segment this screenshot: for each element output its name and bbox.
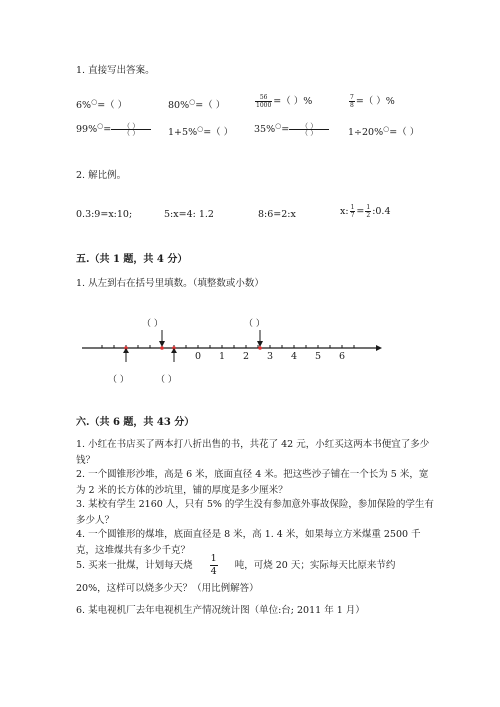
section-6-question-1: 1. 小红在书店买了两本打八折出售的书，共花了 42 元，小红买这两本书便宜了多少钱？ bbox=[76, 439, 430, 466]
tick-label-1: 1 bbox=[219, 351, 226, 362]
section-5-heading: 五.（共 1 题，共 4 分） bbox=[76, 254, 188, 265]
axis-arrow bbox=[376, 345, 382, 351]
down-arrows bbox=[123, 348, 177, 362]
expr-6-percent: 6%○=（ ） bbox=[76, 97, 128, 111]
tick-label-4: 4 bbox=[291, 351, 298, 362]
section-6-question-2: 2. 一个圆锥形沙堆，高是 6 米，底面直径 4 米。把这些沙子铺在一个长为 5 米，宽为 2 米的长方体的沙坑里，铺的厚度是多少厘米？ bbox=[76, 469, 429, 496]
ratio-3: 8:6=2:x bbox=[258, 209, 296, 220]
tick-label-2: 2 bbox=[243, 351, 250, 362]
expr-35-percent: 35%○= （ ） （ ） bbox=[254, 122, 329, 136]
tick-label-0: 0 bbox=[195, 351, 202, 362]
fraction-blank: （ ） （ ） bbox=[289, 123, 329, 136]
fraction: $\frac{1}{4}$ bbox=[210, 553, 217, 577]
blank-top-left: （ ） bbox=[142, 319, 163, 329]
question-1-title: 1. 直接写出答案。 bbox=[76, 65, 155, 76]
ratio-4: x: $\frac{1}{7}$ = $\frac{1}{2}$ :0.4 bbox=[340, 204, 391, 219]
fraction: $\frac{56}{1000}$ bbox=[256, 94, 272, 109]
ratio-1: 0.3:9=x:10; bbox=[76, 209, 133, 220]
fraction: $\frac{7}{8}$ bbox=[350, 94, 354, 109]
tick-label-6: 6 bbox=[339, 351, 346, 362]
fraction: $\frac{1}{7}$ bbox=[350, 204, 355, 219]
up-arrows bbox=[159, 330, 263, 347]
blank-bottom-right: （ ） bbox=[156, 375, 177, 385]
section-6-question-5: 5. 买来一批煤，计划每天烧 $\frac{1}{4}$ 吨，可烧 20 天；实际每天比原来节约 bbox=[76, 553, 396, 577]
section-6-question-3: 3. 某校有学生 2160 人，只有 5% 的学生没有参加意外事故保险，参加保险的学生有多少人？ bbox=[76, 499, 434, 526]
tick-label-5: 5 bbox=[315, 351, 322, 362]
fraction-blank: （ ） （ ） bbox=[111, 123, 151, 136]
section-6-heading: 六.（共 6 题，共 43 分） bbox=[76, 417, 195, 428]
section-6-question-4: 4. 一个圆锥形的煤堆，底面直径是 8 米，高 1. 4 米，如果每立方米煤重 2500 千克，这堆煤共有多少千克？ bbox=[76, 529, 421, 556]
expr-80-percent: 80%○=（ ） bbox=[168, 97, 226, 111]
blank-top-right: （ ） bbox=[244, 319, 265, 329]
expr-99-percent: 99%○= （ ） （ ） bbox=[76, 122, 151, 136]
section-5-question-1: 1. 从左到右在括号里填数。（填整数或小数） bbox=[76, 278, 264, 289]
expr-56-1000: $\frac{56}{1000}$ =（ ）% bbox=[256, 94, 313, 109]
expr-7-8: $\frac{7}{8}$ =（ ）% bbox=[350, 94, 395, 109]
fraction: $\frac{1}{2}$ bbox=[366, 204, 371, 219]
question-2-title: 2. 解比例。 bbox=[76, 170, 127, 181]
ratio-2: 5:x=4: 1.2 bbox=[164, 209, 214, 220]
section-6-question-6: 6. 某电视机厂去年电视机生产情况统计图（单位:台; 2011 年 1 月） bbox=[76, 605, 365, 616]
expr-1-plus-5-percent: 1+5%○=（ ） bbox=[168, 124, 234, 138]
blank-bottom-left: （ ） bbox=[108, 375, 129, 385]
tick-label-3: 3 bbox=[267, 351, 274, 362]
expr-1-div-20-percent: 1÷20%○=（ ） bbox=[348, 124, 420, 138]
section-6-question-5-cont: 20%，这样可以烧多少天？（用比例解答） bbox=[76, 583, 259, 594]
